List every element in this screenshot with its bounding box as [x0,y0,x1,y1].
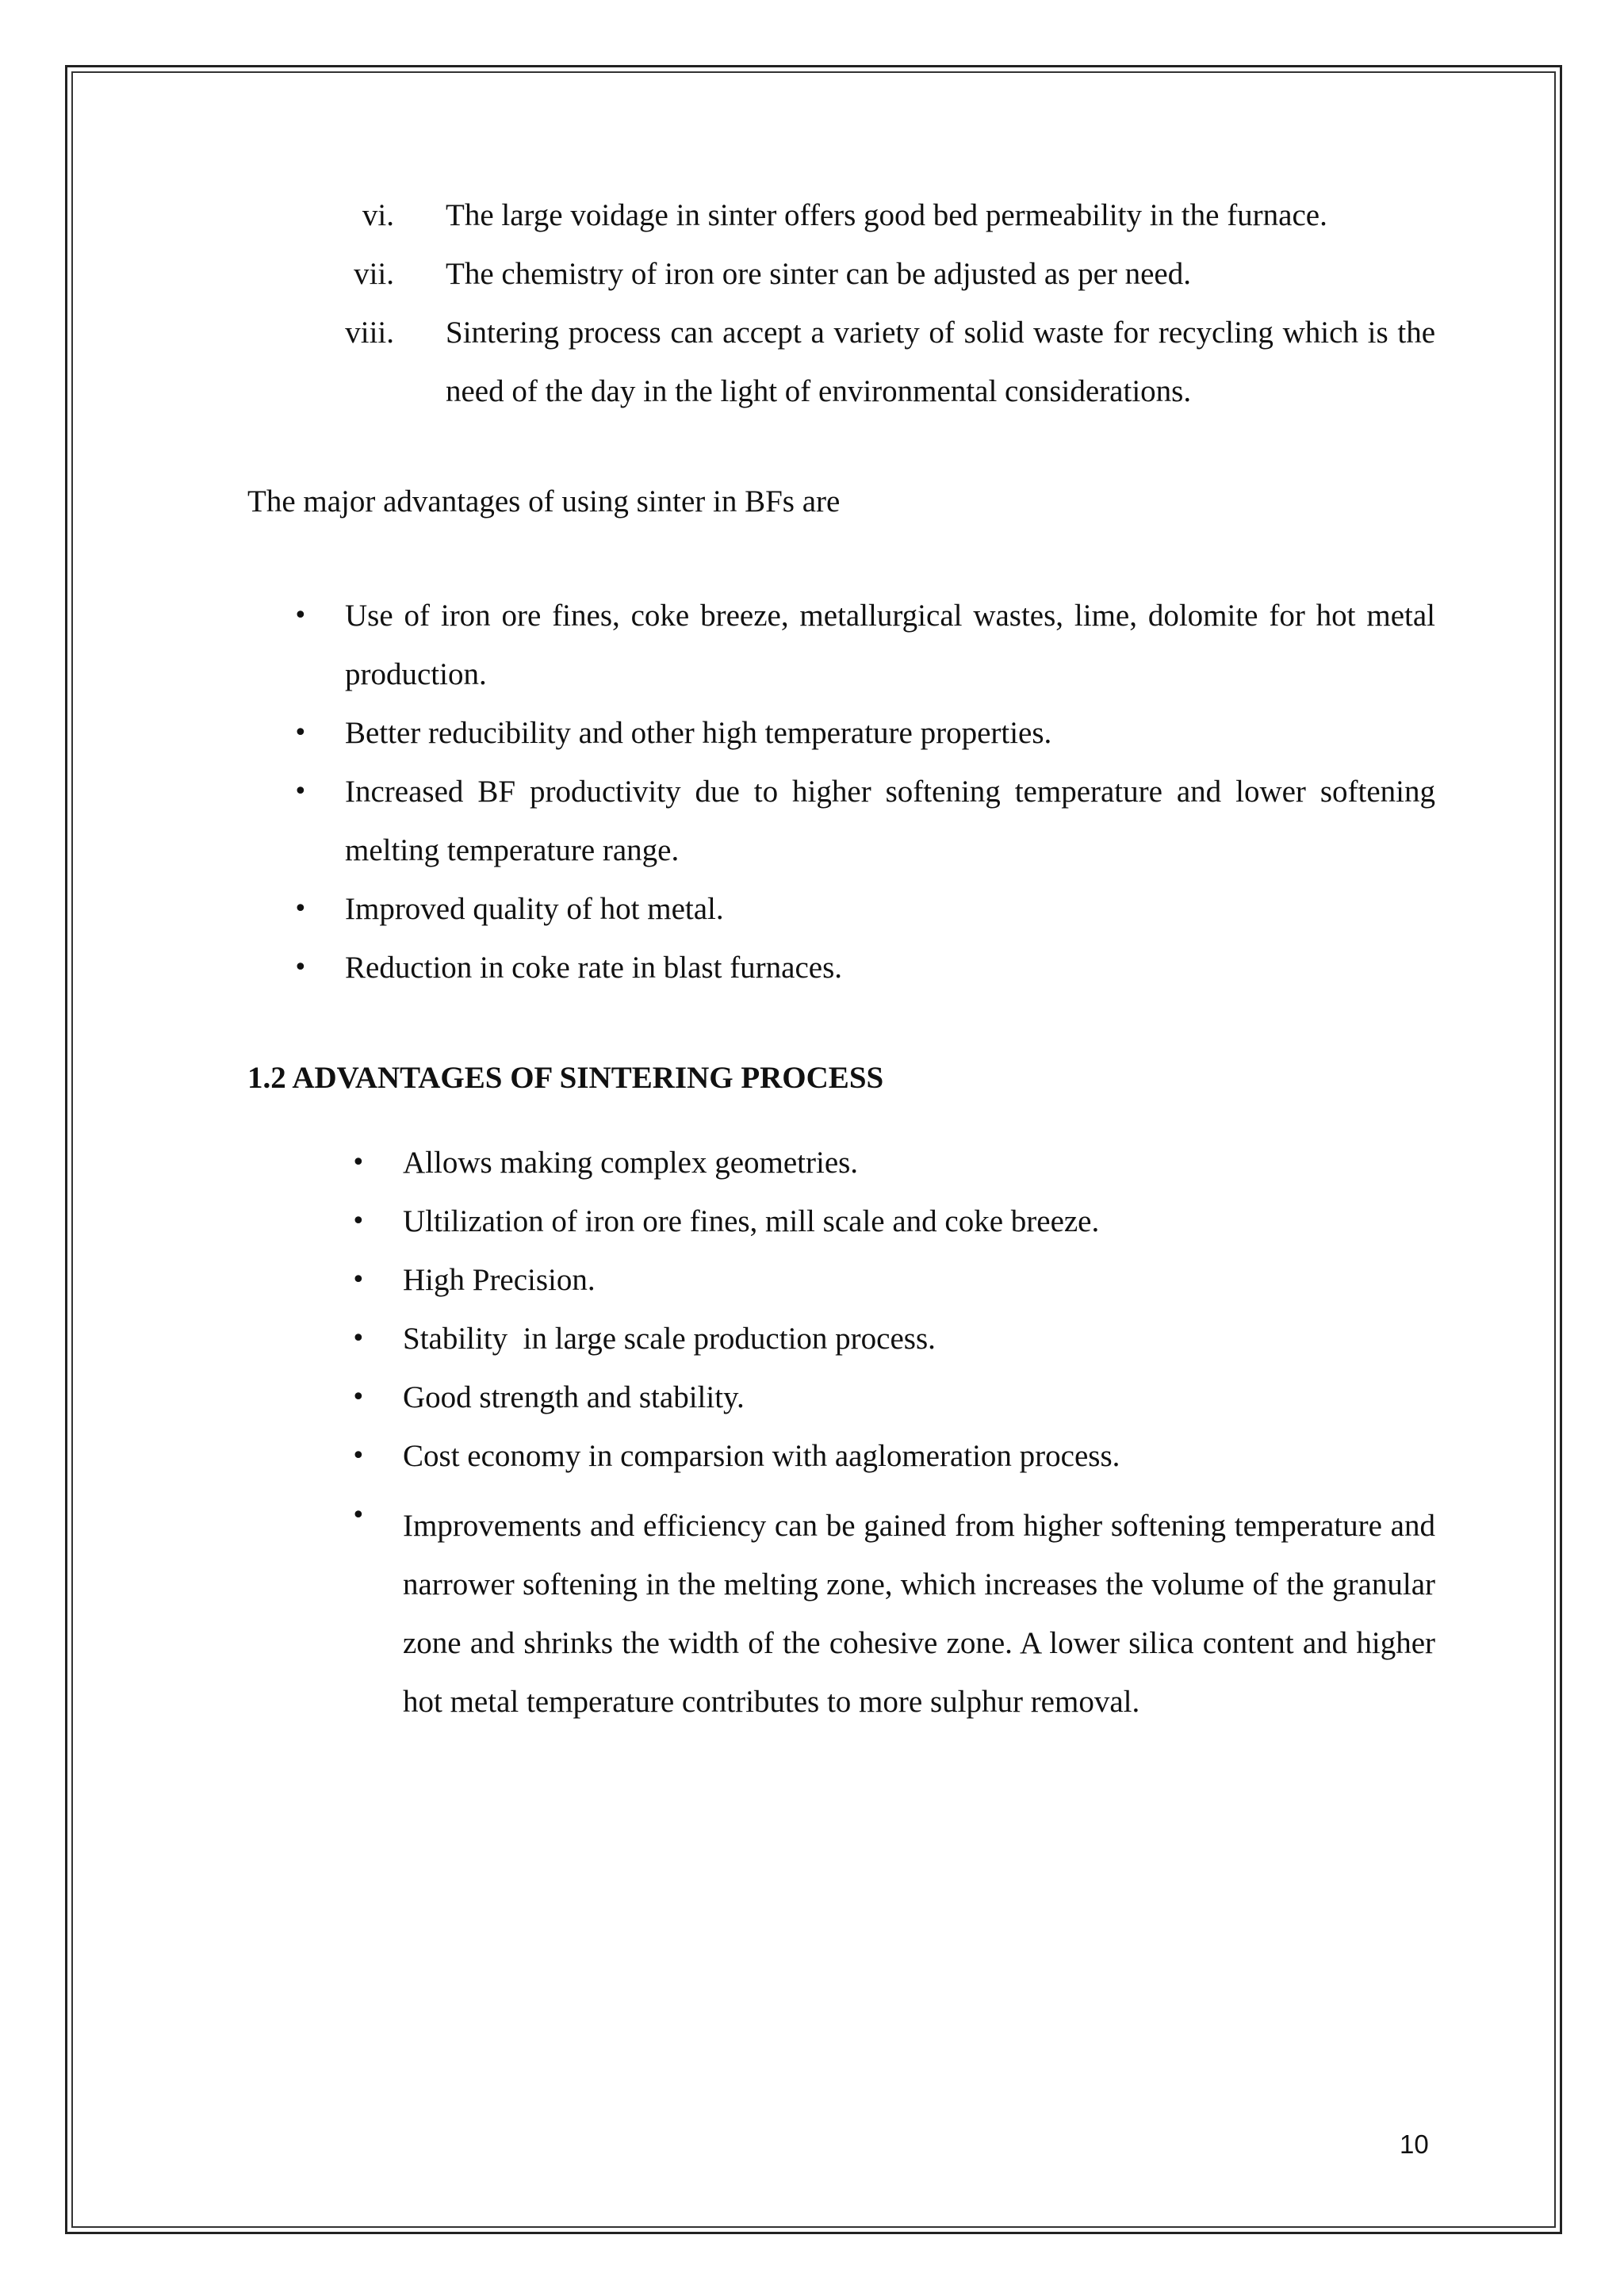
list-item [293,704,1435,763]
bullet-icon: • [351,1149,366,1177]
list-item-text: Improved quality of hot metal. [345,892,724,926]
list-item [293,880,1435,939]
numbered-list [238,186,1435,421]
list-item [351,1368,1435,1427]
item-text: The large voidage in sinter offers good bed permeability in the furnace. [446,198,1327,232]
bullet-icon: • [293,719,308,747]
item-number: vii. [354,257,394,291]
list-item [293,939,1435,997]
item-text: The chemistry of iron ore sinter can be adjusted as per need. [446,257,1191,291]
list-item [351,1497,1435,1732]
section-heading: 1.2 ADVANTAGES OF SINTERING PROCESS [247,1061,884,1095]
list-item [293,763,1435,880]
item-number: vi. [362,198,394,232]
item-number: viii. [345,316,394,350]
bullet-icon: • [293,954,308,982]
bullet-icon: • [351,1325,366,1353]
list-item-text: Good strength and stability. [403,1380,745,1414]
intro-paragraph: The major advantages of using sinter in BFs are [247,484,841,519]
list-item-text: High Precision. [403,1263,596,1297]
list-item [351,1251,1435,1310]
list-item [351,1134,1435,1192]
list-item [351,1310,1435,1368]
list-item-text: Cost economy in comparsion with aaglomeration process. [403,1439,1120,1473]
bullet-icon: • [293,602,308,629]
list-item [293,587,1435,704]
list-item-text: Improvements and efficiency can be gained from higher softening temperature and narrower softening in the melting zone, which increases the volume of the granular zone and shrinks the width of the cohesive zone. A lower silica content and higher hot metal temperature contributes to more sulphur removal. [403,1509,1435,1719]
list-item [351,1192,1435,1251]
list-item-text: Better reducibility and other high temperature properties. [345,716,1052,750]
numbered-item [238,245,1435,304]
bullet-icon: • [293,778,308,806]
bullet-icon: • [351,1502,366,1529]
bullet-icon: • [293,895,308,923]
bullet-icon: • [351,1383,366,1411]
list-item [351,1427,1435,1486]
bullet-icon: • [351,1207,366,1235]
list-item-text: Reduction in coke rate in blast furnaces. [345,951,843,985]
bullet-icon: • [351,1442,366,1470]
bf-advantages-list [293,587,1435,997]
bullet-icon: • [351,1266,366,1294]
list-item-text: Increased BF productivity due to higher softening temperature and lower softening melting temperature range. [345,775,1435,867]
list-item-text: Ultilization of iron ore fines, mill scale and coke breeze. [403,1204,1100,1238]
list-item-text: Use of iron ore fines, coke breeze, metallurgical wastes, lime, dolomite for hot metal production. [345,599,1435,691]
list-item-text: Stability in large scale production process. [403,1322,936,1356]
numbered-item [238,304,1435,421]
numbered-item [238,186,1435,245]
item-text: Sintering process can accept a variety of solid waste for recycling which is the need of the day in the light of environmental considerations. [446,316,1435,408]
list-item-text: Allows making complex geometries. [403,1146,859,1180]
page-number: 10 [1400,2130,1429,2159]
sintering-advantages-list [351,1134,1435,1732]
